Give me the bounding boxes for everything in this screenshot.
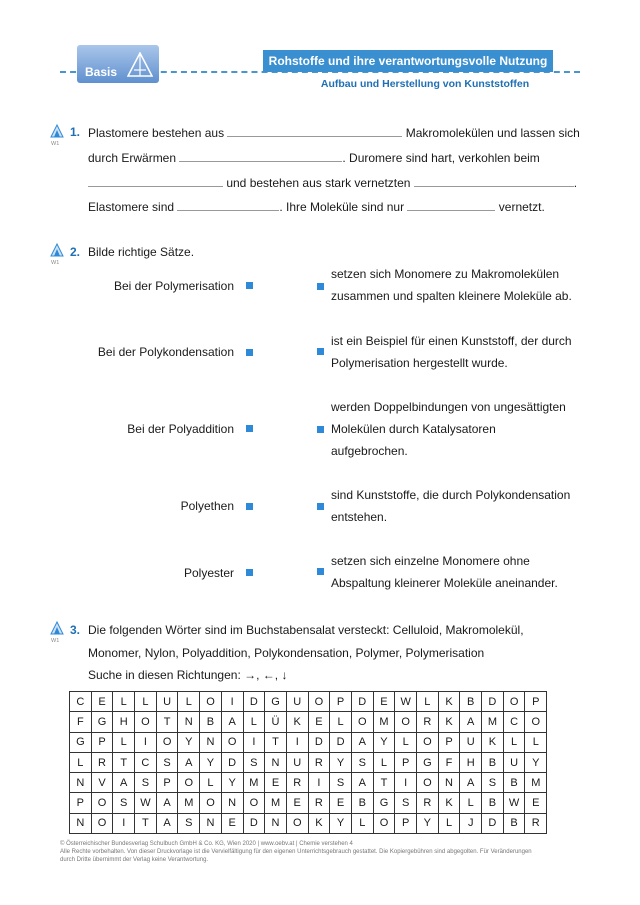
task-number: 2. [70, 245, 81, 259]
grid-cell[interactable]: W [135, 793, 157, 813]
grid-cell[interactable]: E [221, 813, 243, 833]
task-level-label: W1 [51, 141, 60, 147]
grid-cell[interactable]: D [330, 732, 352, 752]
grid-cell[interactable]: L [70, 752, 92, 772]
grid-row [70, 813, 547, 833]
grid-cell[interactable]: S [113, 793, 135, 813]
grid-cell[interactable]: A [113, 773, 135, 793]
grid-cell[interactable]: L [395, 732, 417, 752]
grid-cell[interactable]: A [156, 793, 178, 813]
task-level-icon [50, 124, 64, 138]
word-search-grid [69, 691, 547, 834]
grid-cell[interactable]: L [135, 692, 157, 712]
grid-cell[interactable]: D [351, 692, 373, 712]
fill-blank[interactable] [177, 199, 279, 211]
fill-blank[interactable] [414, 175, 574, 187]
grid-cell[interactable]: L [503, 732, 525, 752]
grid-cell[interactable]: O [417, 732, 439, 752]
match-right-anchor[interactable] [317, 426, 324, 433]
grid-cell[interactable]: F [438, 752, 460, 772]
grid-cell[interactable]: E [286, 793, 308, 813]
grid-cell[interactable]: B [482, 752, 504, 772]
grid-row [70, 712, 547, 732]
footer [60, 840, 600, 864]
grid-cell[interactable]: K [482, 732, 504, 752]
grid-cell[interactable]: P [70, 793, 92, 813]
grid-cell[interactable]: N [265, 813, 287, 833]
fill-blank[interactable] [88, 175, 223, 187]
grid-cell[interactable]: A [178, 752, 200, 772]
match-left-anchor[interactable] [246, 425, 253, 432]
grid-cell[interactable]: P [395, 752, 417, 772]
grid-cell[interactable]: D [482, 692, 504, 712]
grid-cell[interactable]: B [482, 793, 504, 813]
grid-cell[interactable]: E [265, 773, 287, 793]
grid-cell[interactable]: O [91, 793, 113, 813]
match-right-anchor[interactable] [317, 503, 324, 510]
match-left-anchor[interactable] [246, 503, 253, 510]
grid-cell[interactable]: R [417, 712, 439, 732]
grid-cell[interactable]: D [482, 813, 504, 833]
grid-cell[interactable]: L [417, 692, 439, 712]
task-level-icon [50, 243, 64, 257]
grid-cell[interactable]: G [91, 712, 113, 732]
grid-cell[interactable]: A [156, 813, 178, 833]
match-left-anchor[interactable] [246, 349, 253, 356]
grid-cell[interactable]: W [503, 793, 525, 813]
match-right-item: sind Kunststoffe, die durch Polykondensation entstehen. [331, 488, 571, 524]
grid-cell[interactable]: G [373, 793, 395, 813]
grid-cell[interactable]: L [351, 813, 373, 833]
grid-cell[interactable]: Ü [265, 712, 287, 732]
grid-cell[interactable]: A [351, 773, 373, 793]
grid-cell[interactable]: A [460, 773, 482, 793]
grid-cell[interactable]: L [178, 692, 200, 712]
grid-cell[interactable]: T [113, 752, 135, 772]
grid-cell[interactable]: I [286, 732, 308, 752]
grid-cell[interactable]: Y [330, 752, 352, 772]
task2-heading: Bilde richtige Sätze. [88, 245, 195, 259]
grid-row [70, 773, 547, 793]
grid-cell[interactable]: B [351, 793, 373, 813]
grid-cell[interactable]: E [373, 692, 395, 712]
task1-line-1: Plastomere bestehen aus Makromolekülen und lassen sich [88, 126, 580, 140]
grid-cell[interactable]: P [156, 773, 178, 793]
task-level-icon [50, 621, 64, 635]
match-right-item: werden Doppelbindungen von ungesättigten Molekülen durch Katalysatoren aufgebrochen. [331, 400, 566, 458]
grid-cell[interactable]: D [243, 813, 265, 833]
grid-cell[interactable]: P [438, 732, 460, 752]
grid-cell[interactable]: N [200, 732, 222, 752]
grid-cell[interactable]: P [525, 692, 547, 712]
grid-cell[interactable]: U [286, 692, 308, 712]
grid-cell[interactable]: I [221, 692, 243, 712]
task-level-label: W1 [51, 638, 60, 644]
grid-cell[interactable]: N [200, 813, 222, 833]
grid-cell[interactable]: O [395, 712, 417, 732]
grid-cell[interactable]: Y [178, 732, 200, 752]
grid-cell[interactable]: E [525, 793, 547, 813]
grid-cell[interactable]: O [221, 732, 243, 752]
fill-blank[interactable] [179, 150, 342, 162]
grid-cell[interactable]: Y [525, 752, 547, 772]
grid-cell[interactable]: L [243, 712, 265, 732]
grid-cell[interactable]: S [351, 752, 373, 772]
grid-cell[interactable]: T [265, 732, 287, 752]
task1-line-2: durch Erwärmen . Duromere sind hart, verkohlen beim [88, 151, 540, 165]
grid-cell[interactable]: O [91, 813, 113, 833]
grid-cell[interactable]: K [286, 712, 308, 732]
grid-cell[interactable]: Y [330, 813, 352, 833]
grid-cell[interactable]: U [503, 752, 525, 772]
task1-line-4: Elastomere sind . Ihre Moleküle sind nur vernetzt. [88, 200, 545, 214]
grid-cell[interactable]: O [308, 692, 330, 712]
grid-cell[interactable]: A [221, 712, 243, 732]
task3-directions: Suche in diesen Richtungen: →, ←, ↓ [88, 668, 288, 682]
grid-cell[interactable]: J [460, 813, 482, 833]
match-left-item: Bei der Polymerisation [113, 279, 234, 293]
grid-cell[interactable]: M [525, 773, 547, 793]
grid-cell[interactable]: G [417, 752, 439, 772]
grid-cell[interactable]: L [330, 712, 352, 732]
grid-cell[interactable]: D [308, 732, 330, 752]
match-right-anchor[interactable] [317, 568, 324, 575]
grid-cell[interactable]: R [417, 793, 439, 813]
grid-cell[interactable]: E [308, 712, 330, 732]
fill-blank[interactable] [227, 125, 402, 137]
grid-cell[interactable]: L [438, 813, 460, 833]
grid-cell[interactable]: E [330, 793, 352, 813]
pyramid-icon [127, 52, 153, 78]
grid-cell[interactable]: O [417, 773, 439, 793]
grid-cell[interactable]: O [156, 732, 178, 752]
grid-cell[interactable]: I [113, 813, 135, 833]
grid-cell[interactable]: O [525, 712, 547, 732]
grid-cell[interactable]: D [243, 692, 265, 712]
grid-cell[interactable]: M [265, 793, 287, 813]
match-left-item: Polyethen [180, 499, 234, 513]
grid-cell[interactable]: R [91, 752, 113, 772]
match-left-anchor[interactable] [246, 282, 253, 289]
grid-cell[interactable]: U [460, 732, 482, 752]
grid-cell[interactable]: D [221, 752, 243, 772]
grid-cell[interactable]: M [482, 712, 504, 732]
grid-cell[interactable]: O [200, 692, 222, 712]
footer-rights: Alle Rechte vorbehalten. Von dieser Druckvorlage ist die Vervielfältigung für den eigenen Unterrichtsgebrauch gestattet. Die Kopiergebühren sind abgegolten. Für Veränderungen [60, 849, 532, 855]
match-left-item: Polyester [183, 566, 234, 580]
grid-cell[interactable]: P [330, 692, 352, 712]
grid-cell[interactable]: L [525, 732, 547, 752]
grid-cell[interactable]: S [156, 752, 178, 772]
match-right-item: setzen sich einzelne Monomere ohne Abspaltung kleinerer Moleküle aneinander. [331, 554, 558, 590]
grid-cell[interactable]: O [351, 712, 373, 732]
grid-row [70, 793, 547, 813]
grid-cell[interactable]: L [113, 732, 135, 752]
logo-label: Basis [85, 65, 118, 79]
grid-cell[interactable]: M [178, 793, 200, 813]
grid-cell[interactable]: I [243, 732, 265, 752]
grid-row [70, 692, 547, 712]
grid-cell[interactable]: O [503, 692, 525, 712]
fill-blank[interactable] [407, 199, 495, 211]
grid-cell[interactable]: S [243, 752, 265, 772]
grid-cell[interactable]: M [373, 712, 395, 732]
match-right-anchor[interactable] [317, 283, 324, 290]
task3-instruction: Die folgenden Wörter sind im Buchstabensalat versteckt: Celluloid, Makromolekül, [88, 623, 524, 637]
grid-row [70, 752, 547, 772]
grid-cell[interactable]: G [265, 692, 287, 712]
grid-cell[interactable]: S [482, 773, 504, 793]
grid-cell[interactable]: R [525, 813, 547, 833]
grid-cell[interactable]: T [135, 813, 157, 833]
grid-cell[interactable]: G [70, 732, 92, 752]
grid-cell[interactable]: H [113, 712, 135, 732]
grid-cell[interactable]: C [503, 712, 525, 732]
page-subtitle: Aufbau und Herstellung von Kunststoffen [320, 78, 530, 90]
match-left-item: Bei der Polykondensation [97, 345, 234, 359]
grid-cell[interactable]: Y [200, 752, 222, 772]
grid-cell[interactable]: A [351, 732, 373, 752]
grid-cell[interactable]: B [503, 773, 525, 793]
grid-cell[interactable]: N [70, 813, 92, 833]
grid-cell[interactable]: O [286, 813, 308, 833]
grid-cell[interactable]: N [438, 773, 460, 793]
grid-cell[interactable]: O [178, 773, 200, 793]
footer-disclaimer: durch Dritte übernimmt der Verlag keine Verantwortung. [60, 857, 209, 863]
match-right-item: setzen sich Monomere zu Makromolekülen zusammen und spalten kleinere Moleküle ab. [331, 267, 572, 303]
grid-cell[interactable]: P [395, 813, 417, 833]
match-right-anchor[interactable] [317, 348, 324, 355]
grid-cell[interactable]: U [286, 752, 308, 772]
grid-cell[interactable]: K [438, 692, 460, 712]
grid-cell[interactable]: T [156, 712, 178, 732]
grid-cell[interactable]: R [308, 752, 330, 772]
task-number: 1. [70, 125, 81, 139]
grid-cell[interactable]: F [70, 712, 92, 732]
grid-cell[interactable]: L [460, 793, 482, 813]
grid-cell[interactable]: K [438, 712, 460, 732]
match-left-anchor[interactable] [246, 569, 253, 576]
grid-cell[interactable]: M [243, 773, 265, 793]
grid-cell[interactable]: C [70, 692, 92, 712]
grid-cell[interactable]: B [460, 692, 482, 712]
grid-cell[interactable]: B [200, 712, 222, 732]
grid-cell[interactable]: O [135, 712, 157, 732]
grid-cell[interactable]: U [156, 692, 178, 712]
grid-cell[interactable]: S [330, 773, 352, 793]
grid-cell[interactable]: Y [373, 732, 395, 752]
grid-cell[interactable]: I [308, 773, 330, 793]
grid-cell[interactable]: E [91, 692, 113, 712]
grid-cell[interactable]: S [395, 793, 417, 813]
grid-cell[interactable]: V [91, 773, 113, 793]
grid-cell[interactable]: O [200, 793, 222, 813]
grid-cell[interactable]: L [113, 692, 135, 712]
grid-cell[interactable]: B [503, 813, 525, 833]
grid-cell[interactable]: Y [417, 813, 439, 833]
grid-cell[interactable]: L [200, 773, 222, 793]
grid-cell[interactable]: N [178, 712, 200, 732]
grid-cell[interactable]: H [460, 752, 482, 772]
grid-cell[interactable]: Y [221, 773, 243, 793]
grid-cell[interactable]: A [460, 712, 482, 732]
grid-cell[interactable]: O [373, 813, 395, 833]
grid-cell[interactable]: N [221, 793, 243, 813]
grid-cell[interactable]: R [308, 793, 330, 813]
footer-copyright: © Österreichischer Bundesverlag Schulbuch GmbH & Co. KG, Wien 2020 | www.oebv.at | Chemie verstehen 4 [60, 841, 353, 847]
match-right-item: ist ein Beispiel für einen Kunststoff, der durch Polymerisation hergestellt wurde. [331, 334, 572, 370]
grid-cell[interactable]: R [286, 773, 308, 793]
grid-cell[interactable]: I [135, 732, 157, 752]
grid-cell[interactable]: K [438, 793, 460, 813]
page-title: Rohstoffe und ihre verantwortungsvolle Nutzung [263, 50, 553, 72]
task3-word-list: Monomer, Nylon, Polyaddition, Polykondensation, Polymer, Polymerisation [88, 646, 485, 660]
grid-cell[interactable]: W [395, 692, 417, 712]
grid-cell[interactable]: K [308, 813, 330, 833]
task1-line-3: und bestehen aus stark vernetzten . [88, 175, 577, 190]
grid-cell[interactable]: S [178, 813, 200, 833]
grid-cell[interactable]: P [91, 732, 113, 752]
task-level-label: W1 [51, 260, 60, 266]
grid-cell[interactable]: N [265, 752, 287, 772]
grid-cell[interactable]: C [135, 752, 157, 772]
grid-cell[interactable]: O [243, 793, 265, 813]
task-number: 3. [70, 623, 81, 637]
grid-cell[interactable]: L [373, 752, 395, 772]
basis-logo [77, 45, 159, 83]
grid-cell[interactable]: N [70, 773, 92, 793]
grid-row [70, 732, 547, 752]
grid-cell[interactable]: I [395, 773, 417, 793]
grid-cell[interactable]: T [373, 773, 395, 793]
grid-cell[interactable]: S [135, 773, 157, 793]
match-left-item: Bei der Polyaddition [127, 422, 234, 436]
